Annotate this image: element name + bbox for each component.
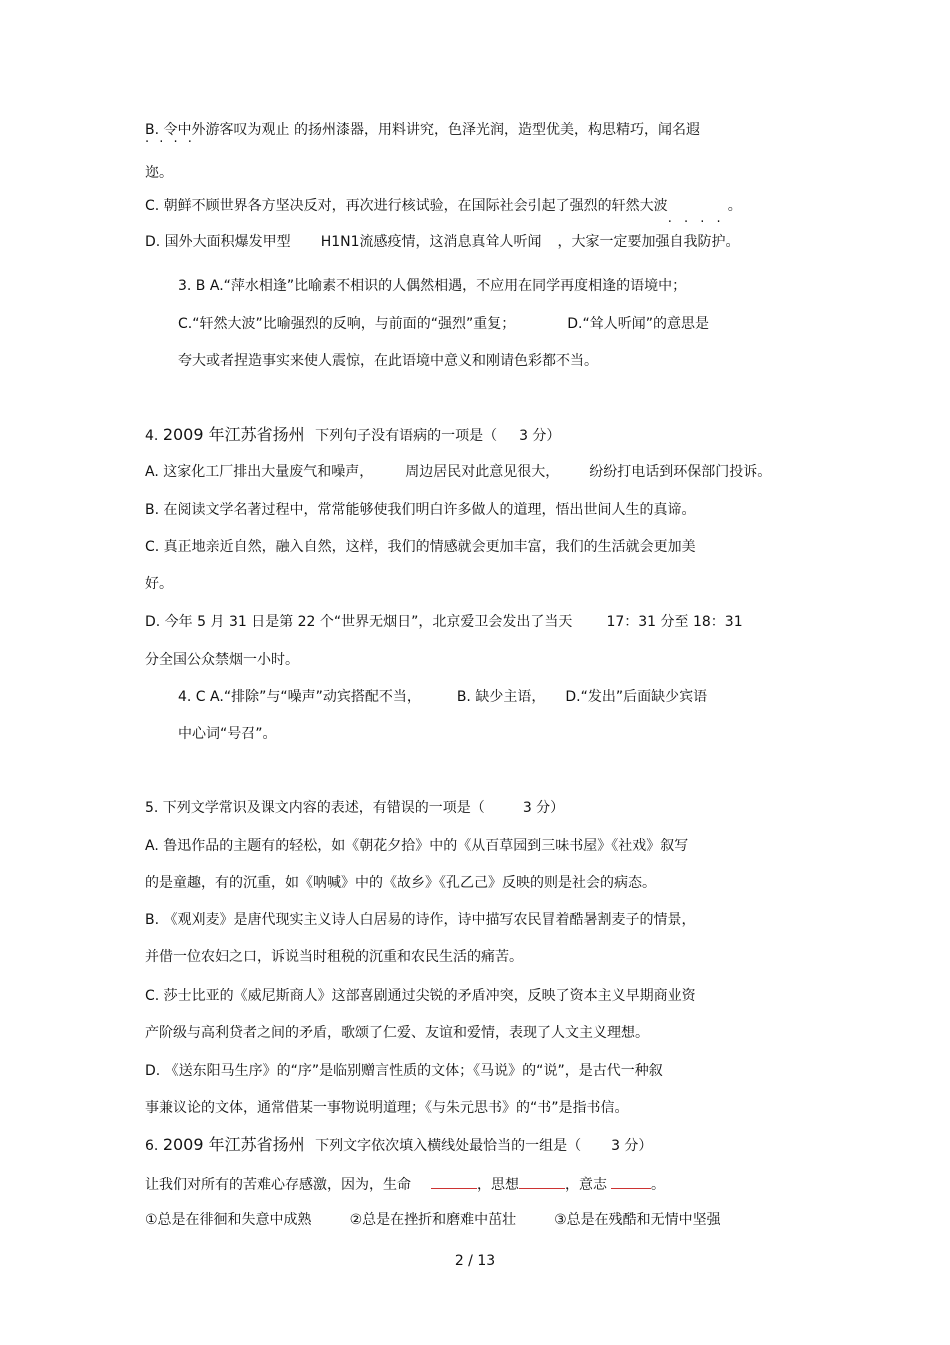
q6-stem: 让我们对所有的苦难心存感激，因为，生命 ，思想 ，意志 。 [145, 1174, 665, 1194]
a4-line2: 中心词“号召”。 [178, 726, 277, 742]
a3-line1: 3. B A.“萍水相逢”比喻素不相识的人偶然相遇，不应用在同学再度相逢的语境中； [178, 278, 687, 294]
page-number: 2 / 13 [454, 1253, 496, 1269]
q6-heading: 6. 2009 年江苏省扬州 下列文字依次填入横线处最恰当的一组是（ 3 分） [145, 1135, 653, 1154]
q5-option-d-line2: 事兼议论的文体，通常借某一事物说明道理；《与朱元思书》的“书”是指书信。 [145, 1100, 629, 1116]
q4-option-d-line1: D. 今年 5 月 31 日是第 22 个“世界无烟日”，北京爱卫会发出了当天 17：31 分至 18：31 [145, 614, 743, 630]
q5-option-a-line1: A. 鲁迅作品的主题有的轻松，如《朝花夕拾》中的《从百草园到三味书屋》《社戏》叙写 [145, 838, 689, 854]
q6-blank-3 [611, 1174, 651, 1189]
q5-option-d-line1: D. 《送东阳马生序》的“序”是临别赠言性质的文体；《马说》的“说”，是古代一种叙 [145, 1063, 663, 1079]
q2-option-c: C. 朝鲜不顾世界各方坚决反对，再次进行核试验，在国际社会引起了强烈的轩然大波 . . . . 。 [145, 198, 742, 226]
q6-blank-2 [519, 1174, 565, 1189]
q5-option-c-line1: C. 莎士比亚的《威尼斯商人》这部喜剧通过尖锐的矛盾冲突，反映了资本主义早期商业资 [145, 988, 696, 1004]
q2-option-d: D. 国外大面积爆发甲型 H1N1流感疫情，这消息真耸人听闻 ，大家一定要加强自我防护。 [145, 234, 740, 250]
q2-option-b-line1: B. 令中外游客叹为观止 . . . . 的扬州漆器，用料讲究，色泽光润，造型优美，构思精巧，闻名遐 [145, 121, 700, 139]
q2-b-emphasis: B. 令中外游客叹为观止 . . . . [145, 121, 290, 139]
q5-option-b-line1: B. 《观刈麦》是唐代现实主义诗人白居易的诗作，诗中描写农民冒着酷暑割麦子的情景， [145, 912, 696, 928]
q4-option-c-line1: C. 真正地亲近自然，融入自然，这样，我们的情感就会更加丰富，我们的生活就会更加美 [145, 539, 696, 555]
q5-heading: 5. 下列文学常识及课文内容的表述，有错误的一项是（ 3 分） [145, 800, 565, 816]
q5-option-a-line2: 的是童趣，有的沉重，如《呐喊》中的《故乡》《孔乙己》反映的则是社会的病态。 [145, 875, 656, 891]
q5-option-c-line2: 产阶级与高利贷者之间的矛盾，歌颂了仁爱、友谊和爱情，表现了人文主义理想。 [145, 1025, 649, 1041]
q5-option-b-line2: 并借一位农妇之口，诉说当时租税的沉重和农民生活的痛苦。 [145, 949, 523, 965]
a3-line3: 夸大或者捏造事实来使人震惊，在此语境中意义和刚请色彩都不当。 [178, 353, 598, 369]
q6-option-2: ②总是在挫折和磨难中茁壮 [349, 1212, 517, 1228]
a4-line1: 4. C A.“排除”与“噪声”动宾搭配不当， B. 缺少主语， D.“发出”后面缺少宾语 [178, 689, 708, 705]
q6-options [145, 1211, 721, 1229]
q6-option-1: ①总是在徘徊和失意中成熟 [145, 1212, 312, 1228]
q4-option-c-line2: 好。 [145, 576, 173, 592]
q4-option-d-line2: 分全国公众禁烟一小时。 [145, 652, 299, 668]
a3-line2: C.“轩然大波”比喻强烈的反响，与前面的“强烈”重复； D.“耸人听闻”的意思是 [178, 316, 709, 332]
q4-option-b: B. 在阅读文学名著过程中，常常能够使我们明白许多做人的道理，悟出世间人生的真谛。 [145, 502, 696, 518]
q4-heading: 4. 2009 年江苏省扬州 下列句子没有语病的一项是（ 3 分） [145, 425, 561, 444]
q6-blank-1 [431, 1174, 477, 1189]
q6-option-3: ③总是在残酷和无情中坚强 [554, 1212, 721, 1228]
q2-option-b-line2: 迩。 [145, 165, 173, 181]
q4-option-a: A. 这家化工厂排出大量废气和噪声， 周边居民对此意见很大， 纷纷打电话到环保部门投诉。 [145, 464, 772, 480]
